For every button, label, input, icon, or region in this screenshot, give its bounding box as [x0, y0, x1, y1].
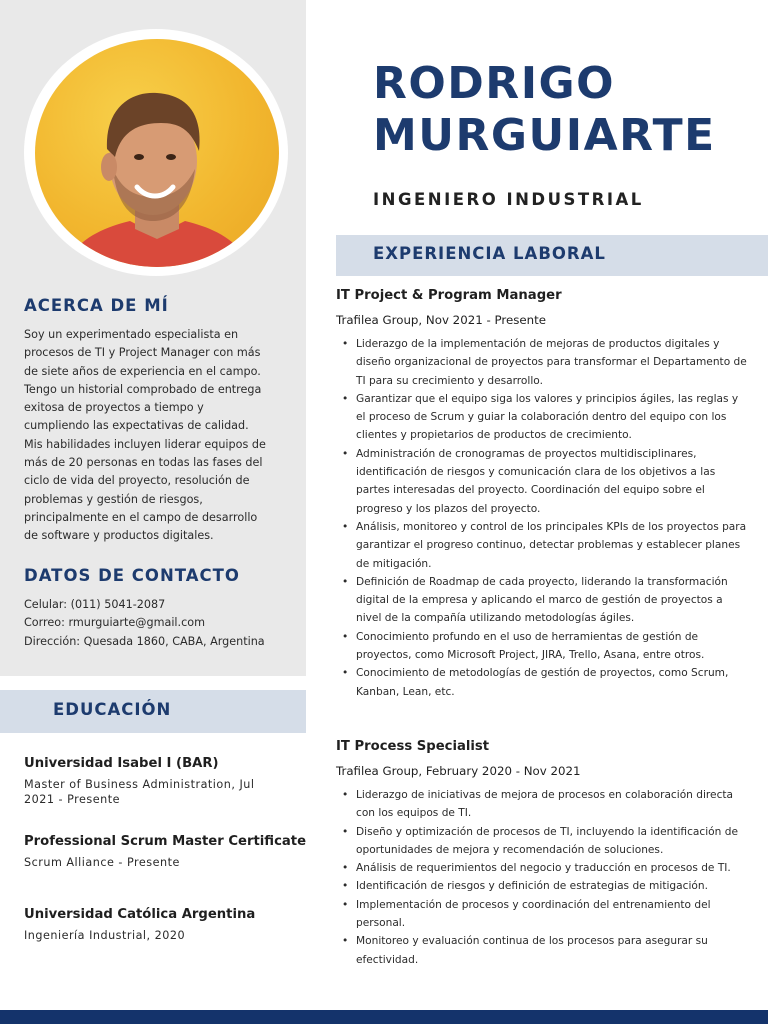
contact-list — [24, 596, 294, 651]
contact-heading: DATOS DE CONTACTO — [24, 566, 240, 585]
education-detail: Master of Business Administration, Jul 2021 - Presente — [24, 778, 255, 806]
job-bullet: • Conocimiento de metodologías de gestión de proyectos, como Scrum, Kanban, Lean, etc. — [356, 664, 750, 701]
contact-phone: Celular: (011) 5041-2087 — [24, 598, 166, 611]
first-name: RODRIGO — [373, 58, 616, 109]
job-bullet: • Diseño y optimización de procesos de TI, incluyendo la identificación de oportunidades de mejora y recomendación de soluciones. — [356, 823, 750, 860]
footer-bar — [0, 1010, 768, 1024]
job-role: INGENIERO INDUSTRIAL — [373, 190, 644, 209]
education-title: Professional Scrum Master Certificate — [24, 834, 307, 849]
job-bullet: • Implementación de procesos y coordinación del entrenamiento del personal. — [356, 896, 750, 933]
education-title: Universidad Católica Argentina — [24, 907, 256, 922]
name-heading — [373, 58, 716, 162]
education-item — [24, 756, 314, 807]
job-bullet: • Administración de cronogramas de proyectos multidisciplinares, identificación de riesgos y comunicación clara de los objetivos a las partes interesadas del proyecto. Coordinación del equipo sobre el progreso y los plazos del proyecto. — [356, 445, 750, 518]
job-entry — [336, 739, 756, 969]
education-title: Universidad Isabel I (BAR) — [24, 756, 219, 771]
about-text — [24, 326, 270, 546]
education-item — [24, 907, 314, 944]
experience-heading: EXPERIENCIA LABORAL — [373, 244, 606, 263]
job-bullet: • Liderazgo de iniciativas de mejora de procesos en colaboración directa con los equipos de TI. — [356, 786, 750, 823]
job-bullet: • Monitoreo y evaluación continua de los procesos para asegurar su efectividad. — [356, 932, 750, 969]
about-paragraph: Mis habilidades incluyen liderar equipos de más de 20 personas en todas las fases del ciclo de vida del proyecto, resolución de problemas y gestión de riesgos, principalmente en el campo de desarrollo de software y productos digitales. — [24, 437, 266, 543]
profile-photo — [35, 39, 279, 267]
contact-address: Dirección: Quesada 1860, CABA, Argentina — [24, 634, 265, 648]
job-entry — [336, 288, 756, 701]
education-detail: Ingeniería Industrial, 2020 — [24, 929, 186, 942]
job-bullet: • Definición de Roadmap de cada proyecto, liderando la transformación digital de la empresa y aplicando el marco de gestión de proyectos a nivel de la compañía utilizando metodologías ágiles. — [356, 573, 750, 628]
job-bullet: • Garantizar que el equipo siga los valores y principios ágiles, las reglas y el proceso de Scrum y guiar la colaboración dentro del equipo con los clientes y propietarios de productos de crecimiento. — [356, 390, 750, 445]
job-company: Trafilea Group, February 2020 - Nov 2021 — [336, 764, 581, 778]
about-heading: ACERCA DE MÍ — [24, 296, 169, 315]
job-title: IT Process Specialist — [336, 739, 490, 754]
last-name: MURGUIARTE — [373, 110, 716, 161]
job-bullets — [336, 335, 750, 701]
job-title: IT Project & Program Manager — [336, 288, 562, 303]
education-heading: EDUCACIÓN — [53, 700, 172, 719]
education-band — [0, 690, 306, 733]
job-bullet: • Análisis, monitoreo y control de los principales KPIs de los proyectos para garantizar el progreso continuo, detectar problemas y establecer planes de mitigación. — [356, 518, 750, 573]
job-bullet: • Análisis de requerimientos del negocio y traducción en procesos de TI. — [356, 859, 750, 877]
job-bullet: • Identificación de riesgos y definición de estrategias de mitigación. — [356, 877, 750, 895]
education-detail: Scrum Alliance - Presente — [24, 856, 180, 869]
job-company: Trafilea Group, Nov 2021 - Presente — [336, 313, 546, 327]
job-bullet: • Liderazgo de la implementación de mejoras de productos digitales y diseño organizacional de proyectos para transformar el Departamento de TI para su crecimiento y desarrollo. — [356, 335, 750, 390]
job-bullets — [336, 786, 750, 969]
job-bullet: • Conocimiento profundo en el uso de herramientas de gestión de proyectos, como Microsoft Project, JIRA, Trello, Asana, entre otros. — [356, 628, 750, 665]
avatar-photo-icon — [35, 39, 279, 267]
about-paragraph: Soy un experimentado especialista en procesos de TI y Project Manager con más de siete años de experiencia en el campo. Tengo un historial comprobado de entrega exitosa de proyectos a tiempo y cumpliendo las expectativas de calidad. — [24, 328, 262, 433]
experience-band — [336, 235, 768, 276]
contact-email: Correo: rmurguiarte@gmail.com — [24, 616, 205, 630]
education-item — [24, 834, 314, 871]
